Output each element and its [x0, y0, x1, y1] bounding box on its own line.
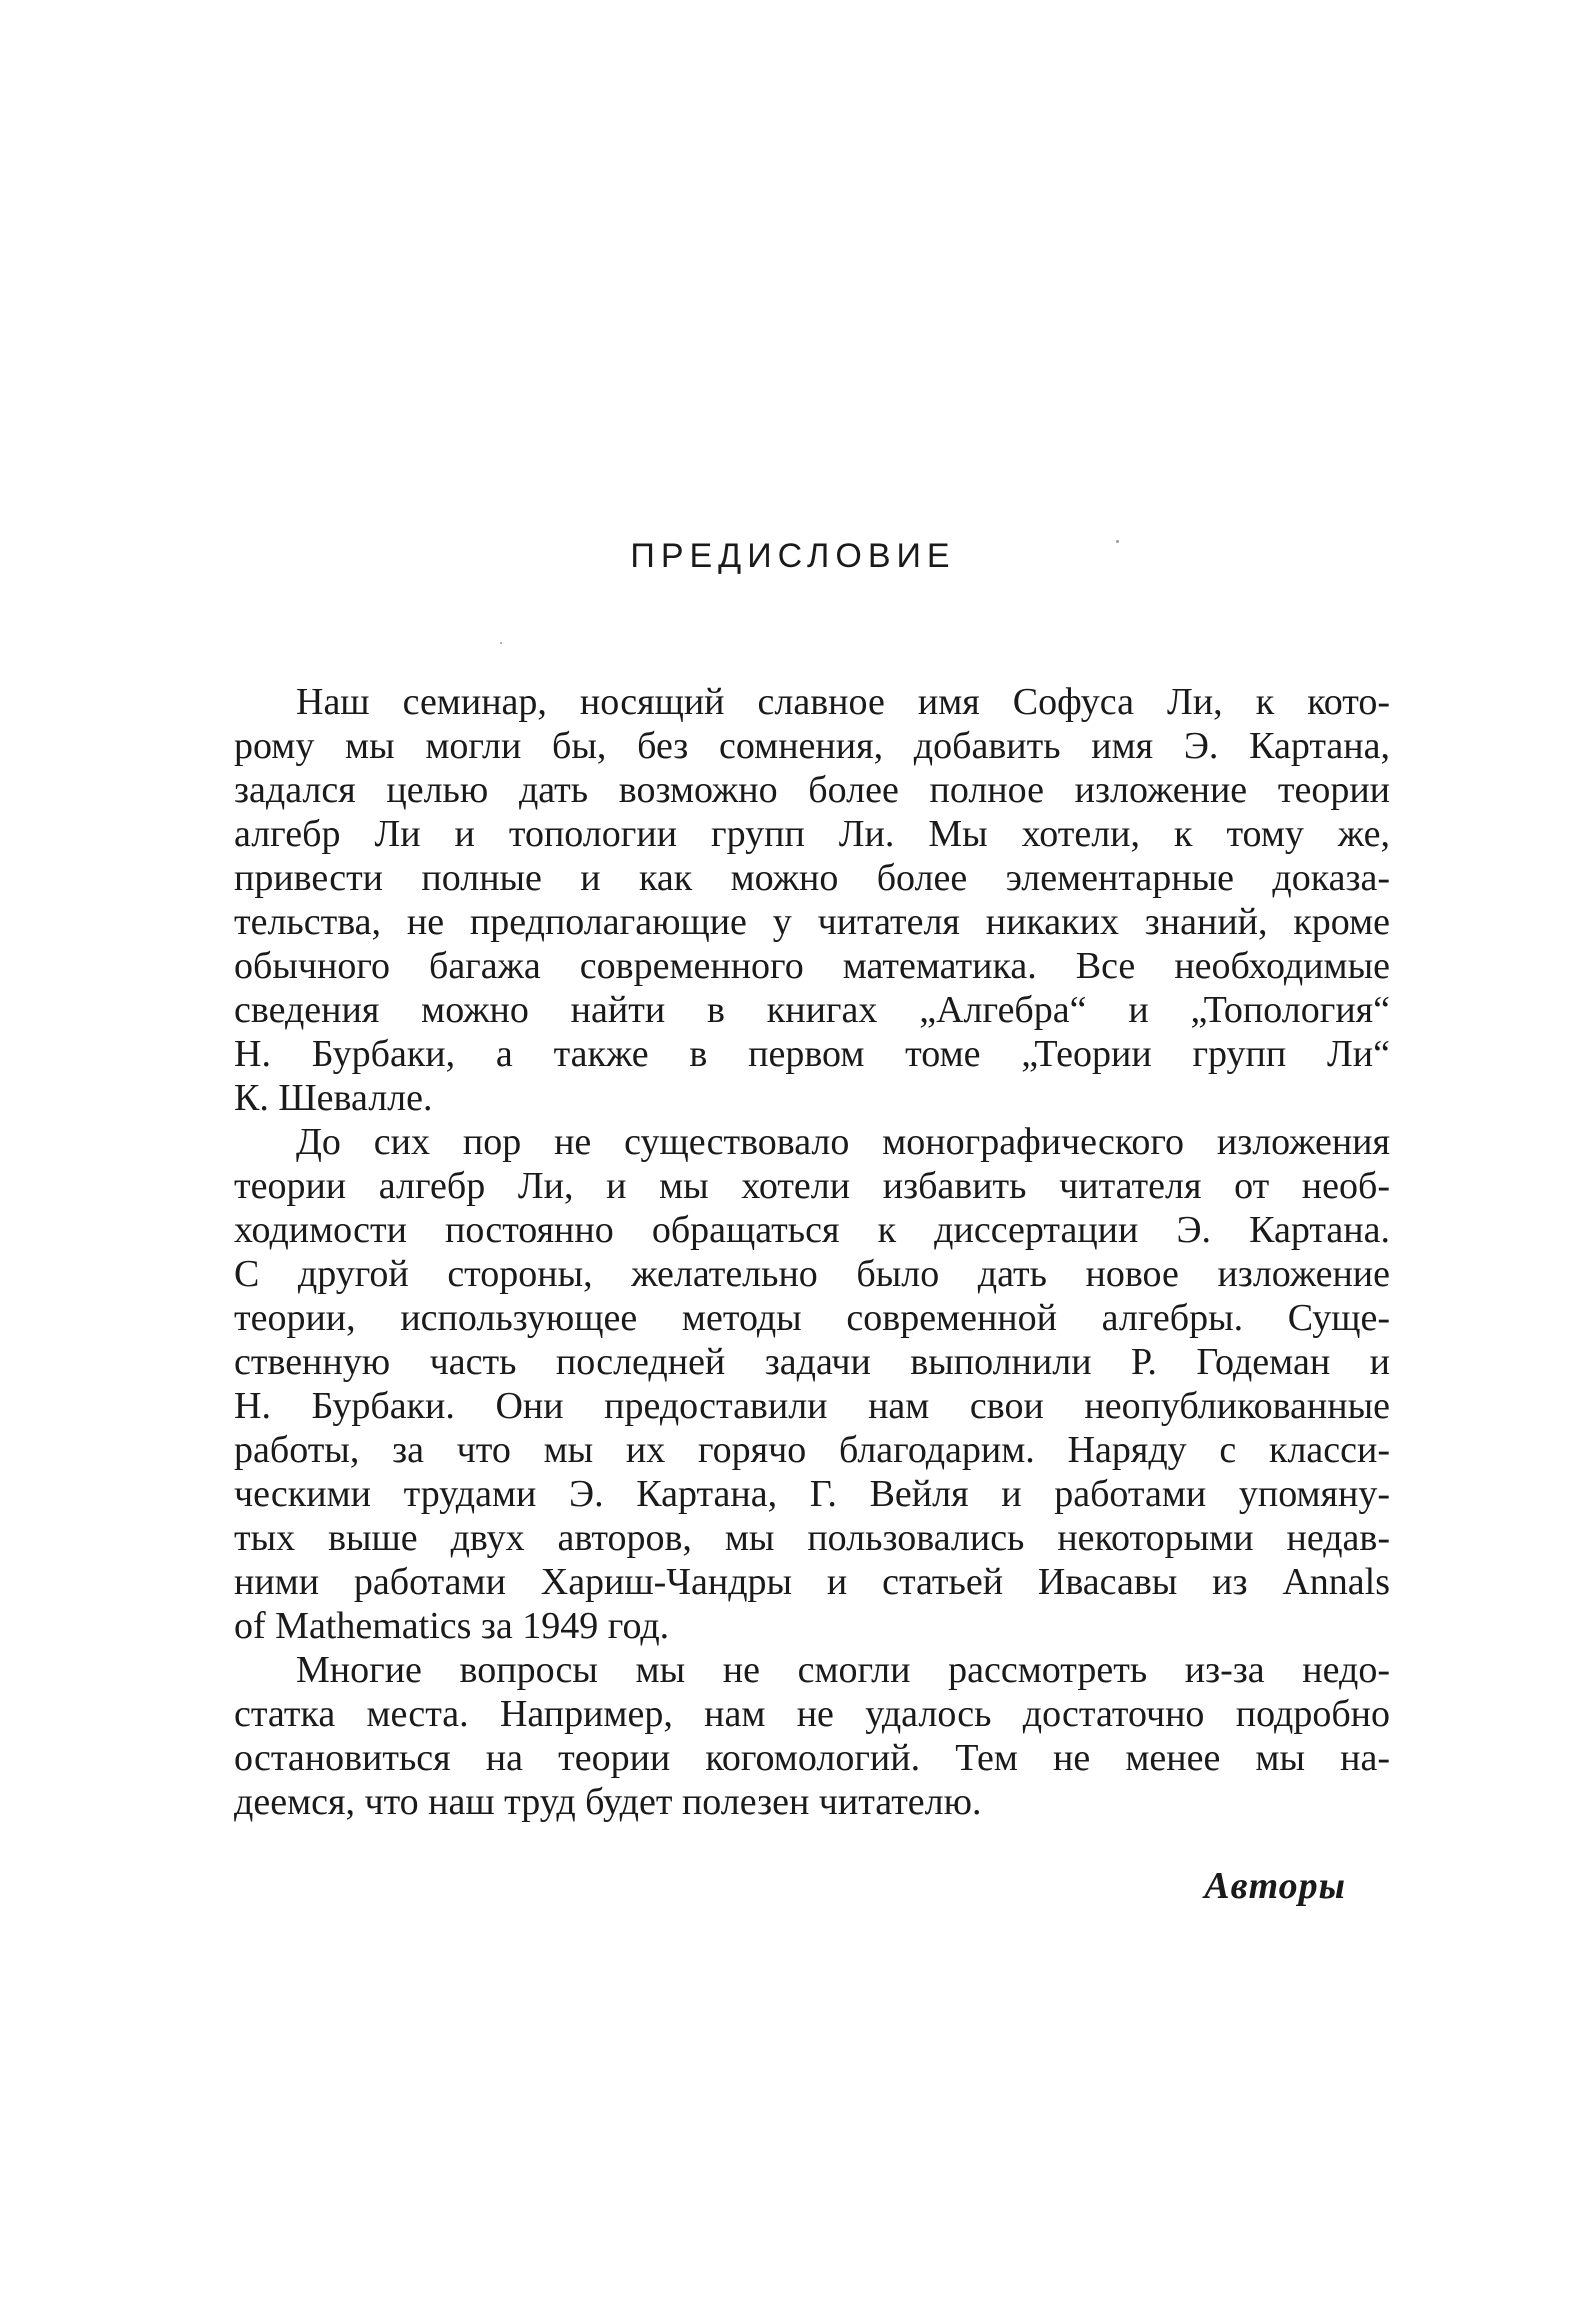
page-title: ПРЕДИСЛОВИЕ [630, 537, 956, 575]
text-line: теории алгебр Ли, и мы хотели избавить читателя от необ- [234, 1165, 1390, 1207]
paragraph-1 [234, 680, 1390, 1120]
signature: Авторы [1204, 1865, 1346, 1907]
preface-body [234, 680, 1390, 1824]
text-line: тых выше двух авторов, мы пользовались некоторыми недав- [234, 1517, 1390, 1559]
text-line: остановиться на теории когомологий. Тем не менее мы на- [234, 1737, 1390, 1779]
text-line: ними работами Хариш-Чандры и статьей Ивасавы из Annals [234, 1561, 1390, 1603]
text-line: Наш семинар, носящий славное имя Софуса Ли, к кото- [296, 681, 1390, 723]
text-line: работы, за что мы их горячо благодарим. Наряду с класси- [234, 1429, 1390, 1471]
text-line: ческими трудами Э. Картана, Г. Вейля и работами упомяну- [234, 1473, 1390, 1515]
text-line: привести полные и как можно более элементарные доказа- [234, 857, 1390, 899]
text-line: К. Шевалле. [234, 1077, 433, 1119]
text-line: ственную часть последней задачи выполнили Р. Годеман и [234, 1341, 1390, 1383]
scan-speck [1116, 540, 1119, 543]
text-line: ходимости постоянно обращаться к диссертации Э. Картана. [234, 1209, 1390, 1251]
text-line: Н. Бурбаки, а также в первом томе „Теории групп Ли“ [234, 1033, 1390, 1075]
text-line: статка места. Например, нам не удалось достаточно подробно [234, 1693, 1390, 1735]
scan-speck [500, 642, 502, 644]
text-line: Многие вопросы мы не смогли рассмотреть из-за недо- [296, 1649, 1390, 1691]
text-line: алгебр Ли и топологии групп Ли. Мы хотели, к тому же, [234, 813, 1390, 855]
text-line: рому мы могли бы, без сомнения, добавить имя Э. Картана, [234, 725, 1390, 767]
text-line: of Mathematics за 1949 год. [234, 1605, 670, 1647]
text-line: Н. Бурбаки. Они предоставили нам свои неопубликованные [234, 1385, 1390, 1427]
text-line: сведения можно найти в книгах „Алгебра“ и „Топология“ [234, 989, 1390, 1031]
text-line: обычного багажа современного математика. Все необходимые [234, 945, 1390, 987]
text-line: задался целью дать возможно более полное изложение теории [234, 769, 1390, 811]
text-line: теории, использующее методы современной алгебры. Суще- [234, 1297, 1390, 1339]
text-line: До сих пор не существовало монографического изложения [296, 1121, 1390, 1163]
paragraph-3 [234, 1648, 1390, 1824]
text-line: тельства, не предполагающие у читателя никаких знаний, кроме [234, 901, 1390, 943]
paragraph-2 [234, 1120, 1390, 1648]
text-line: деемся, что наш труд будет полезен читателю. [234, 1781, 982, 1823]
text-line: С другой стороны, желательно было дать новое изложение [234, 1253, 1390, 1295]
